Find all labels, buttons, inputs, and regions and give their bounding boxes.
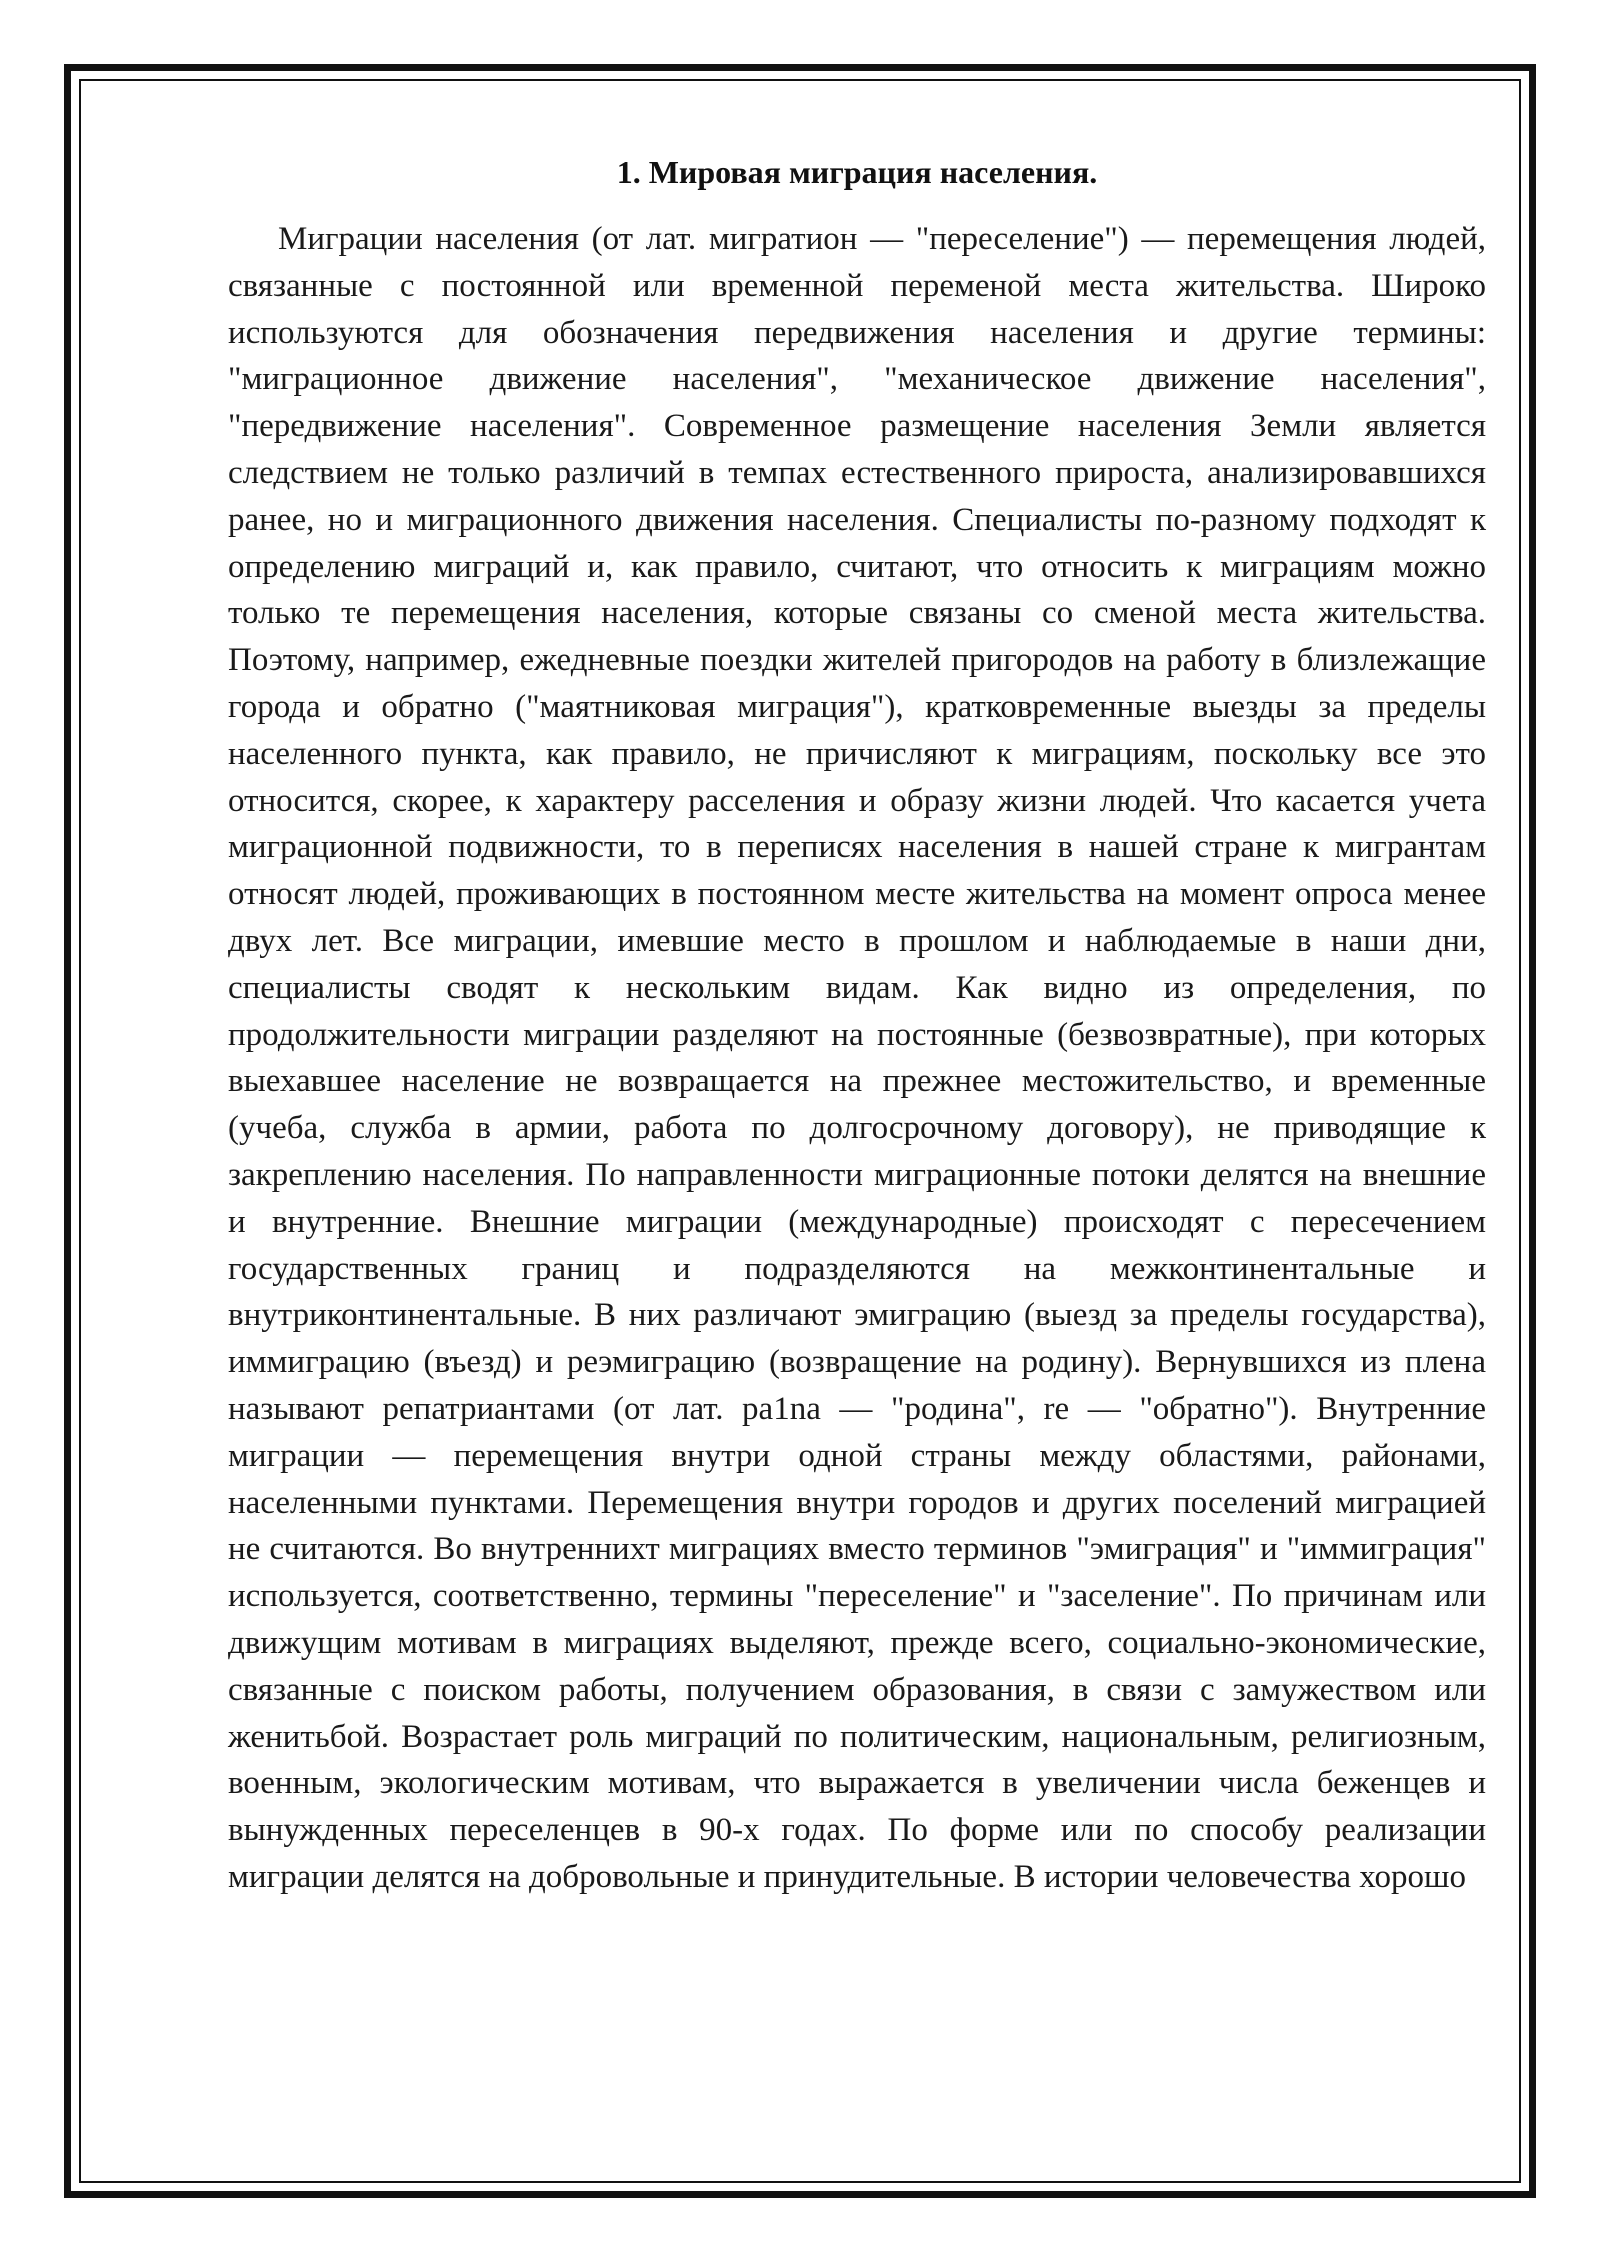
section-heading: 1. Мировая миграция населения. [616, 154, 1098, 190]
document-body [228, 150, 1486, 1901]
body-paragraph: Миграции населения (от лат. мигратион — "переселение") — перемещения людей, связанные с постоянной или временной переменой места жительства. Широко используются для обозначения передвижения населения и другие термины: "миграционное движение населения", "механическое движение населения", "передвижение населения". Современное размещение населения Земли является следствием не только различий в темпах естественного прироста, анализировавшихся ранее, но и миграционного движения населения. Специалисты по-разному подходят к определению миграций и, как правило, считают, что относить к миграциям можно только те перемещения населения, которые связаны со сменой места жительства. Поэтому, например, ежедневные поездки жителей пригородов на работу в близлежащие города и обратно ("маятниковая миграция"), кратковременные выезды за пределы населенного пункта, как правило, не причисляют к миграциям, поскольку все это относится, скорее, к характеру расселения и образу жизни людей. Что касается учета миграционной подвижности, то в переписях населения в нашей стране к мигрантам относят людей, проживающих в постоянном месте жительства на момент опроса менее двух лет. Все миграции, имевшие место в прошлом и наблюдаемые в наши дни, специалисты сводят к нескольким видам. Как видно из определения, по продолжительности миграции разделяют на постоянные (безвозвратные), при которых выехавшее население не возвращается на прежнее местожительство, и временные (учеба, служба в армии, работа по долгосрочному договору), не приводящие к закреплению населения. По направленности миграционные потоки делятся на внешние и внутренние. Внешние миграции (международные) происходят с пересечением государственных границ и подразделяются на межконтинентальные и внутриконтинентальные. В них различают эмиграцию (выезд за пределы государства), иммиграцию (въезд) и реэмиграцию (возвращение на родину). Вернувшихся из плена называют репатриантами (от лат. pa1na — "родина", re — "обратно"). Внутренние миграции — перемещения внутри одной страны между областями, районами, населенными пунктами. Перемещения внутри городов и других поселений миграцией не считаются. Во внутреннихт миграциях вместо терминов "эмиграция" и "иммиграция" используется, соответственно, термины "переселение" и "заселение". По причинам или движущим мотивам в миграциях выделяют, прежде всего, социально-экономические, связанные с поиском работы, получением образования, в связи с замужеством или женитьбой. Возрастает роль миграций по политическим, национальным, религиозным, военным, экологическим мотивам, что выражается в увеличении числа беженцев и вынужденных переселенцев в 90-х годах. По форме или по способу реализации миграции делятся на добровольные и принудительные. В истории человечества хорошо [228, 221, 1486, 1895]
